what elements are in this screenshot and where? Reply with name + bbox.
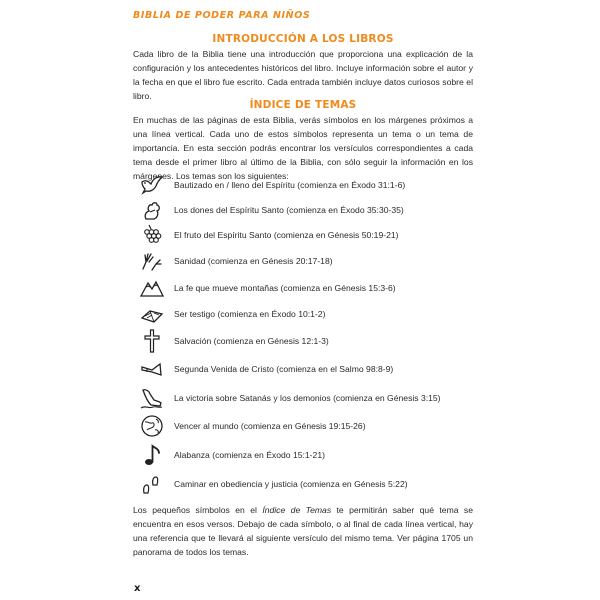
cross-icon (140, 329, 164, 353)
dove-icon (140, 173, 164, 197)
theme-label: Bautizado en / lleno del Espíritu (comienza en Éxodo 31:1-6) (174, 180, 406, 190)
theme-label: Vencer al mundo (comienza en Génesis 19:15-26) (174, 421, 366, 431)
theme-label: Los dones del Espíritu Santo (comienza en Éxodo 35:30-35) (174, 205, 404, 215)
music-note-icon (140, 443, 164, 467)
running-head: BIBLIA DE PODER PARA NIÑOS (133, 10, 311, 21)
closing-paragraph (133, 503, 473, 559)
theme-row (140, 173, 480, 197)
theme-label: Ser testigo (comienza en Éxodo 10:1-2) (174, 309, 326, 319)
index-paragraph: En muchas de las páginas de esta Biblia, verás símbolos en los márgenes próximos a una línea vertical. Cada uno de estos símbolos representa un tema o un tema de importancia. En esta sección podrás encontrar los versículos correspondientes a cada tema desde el primer libro al último de la Biblia, con sólo seguir la información en los márgenes. Los temas son los siguientes: (133, 115, 473, 182)
healing-hands-icon (140, 249, 164, 273)
page-number: x (134, 583, 141, 594)
mountains-icon (140, 276, 164, 300)
theme-label: La victoria sobre Satanás y los demonios (comienza en Génesis 3:15) (174, 393, 441, 403)
trumpet-icon (140, 357, 164, 381)
theme-row (140, 198, 480, 222)
theme-row (140, 329, 480, 353)
theme-label: La fe que mueve montañas (comienza en Génesis 15:3-6) (174, 283, 396, 293)
theme-row (140, 357, 480, 381)
theme-row (140, 414, 480, 438)
intro-paragraph: Cada libro de la Biblia tiene una introducción que proporciona una explicación de la configuración y los antecedentes históricos del libro. Incluye información sobre el autor y la fecha en que el libro fue escrito. Cada entrada también incluye datos curiosos sobre el libro. (133, 49, 473, 102)
theme-row (140, 443, 480, 467)
theme-row (140, 302, 480, 326)
closing-text-start: Los pequeños símbolos en el (133, 505, 263, 515)
theme-row (140, 386, 480, 410)
globe-icon (140, 414, 164, 438)
theme-label: El fruto del Espíritu Santo (comienza en Génesis 50:19-21) (174, 230, 399, 240)
intro-heading: INTRODUCCIÓN A LOS LIBROS (212, 33, 394, 45)
theme-label: Salvación (comienza en Génesis 12:1-3) (174, 336, 329, 346)
index-title-italic: Índice de Temas (262, 505, 332, 515)
theme-row (140, 249, 480, 273)
theme-row (140, 223, 480, 247)
theme-label: Segunda Venida de Cristo (comienza en el Salmo 98:8-9) (174, 364, 394, 374)
open-bible-icon (140, 302, 164, 326)
gift-icon (140, 198, 164, 222)
closing-text-end: te permitirán saber qué tema se encuentra en esos versos. Debajo de cada símbolo, o al final de cada línea vertical, hay una referencia que te llevará al siguiente versículo del mismo tema. Ver página 1705 un panorama de todos los temas. (133, 505, 473, 558)
footprints-icon (140, 472, 164, 496)
theme-label: Sanidad (comienza en Génesis 20:17-18) (174, 256, 333, 266)
grapes-icon (140, 223, 164, 247)
theme-row (140, 472, 480, 496)
foot-on-serpent-icon (140, 386, 164, 410)
theme-label: Caminar en obediencia y justicia (comienza en Génesis 5:22) (174, 479, 408, 489)
theme-label: Alabanza (comienza en Éxodo 15:1-21) (174, 450, 325, 460)
index-heading: ÍNDICE DE TEMAS (249, 99, 357, 111)
theme-row (140, 276, 480, 300)
